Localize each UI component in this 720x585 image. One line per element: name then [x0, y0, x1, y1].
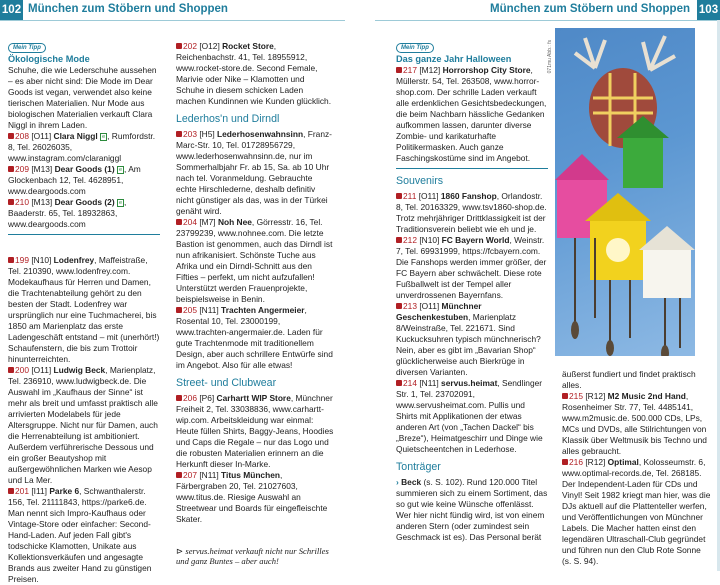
shop-icon — [8, 257, 14, 263]
shop-icon — [8, 133, 14, 139]
entry: 204 [M7] Noh Nee, Görresstr. 16, Tel. 23799239, www.nohnee.com. Die letzte Bastion ist genommen, auch das Dirndl ist nun afrikanisiert. Schönste Tuche aus Afrika und ein Dirndl-Schnitt aus den Fifties – perfekt, um nicht aufzufallen! Unterstützt werden Frauenprojekte, beispielsweise in Benin. — [176, 217, 333, 304]
entry: 201 [I11] Parke 6, Schwanthalerstr. 156, Tel. 21111843, https://parke6.de. Man nennt sich Impro-Kaufhaus oder Vintage-Store oder einfacher: Second-Hand-Laden. Auf jeden Fall gibt's todschicke Klamotten, Unikate aus Kollektionsverkäufen und angesagte Brands aus zweiter Hand zu günstigen Preisen. — [8, 486, 152, 584]
right-header-rule — [375, 20, 720, 21]
shop-icon — [8, 166, 14, 172]
tip-box-eco — [8, 41, 160, 235]
tip-title: Ökologische Mode — [8, 54, 90, 64]
shop-icon — [396, 303, 402, 309]
entry-continuation: äußerst fundiert und findet praktisch alles. — [562, 369, 696, 390]
arrow-icon: ⊳ — [176, 546, 184, 556]
shop-icon — [8, 367, 14, 373]
shop-icon — [176, 43, 182, 49]
shop-icon — [396, 193, 402, 199]
right-running-head: München zum Stöbern und Shoppen — [490, 3, 690, 15]
entry: 216 [R12] Optimal, Kolosseumstr. 6, www.optimal-records.de, Tel. 268185. Der Independent-Laden für CDs und Vinyl! Seit 1982 kriegt man hier, was die DJs aktuell auf die Plattenteller werfen, und Veröffentlichungen von Münchner Labels. Die Macher hatten einst den legendären Ultraschall-Club gegründet und führen nun den Club Rote Sonne (s. S. 94). — [562, 457, 711, 566]
section-title-lederhosn: Lederhos'n und Dirndl — [176, 113, 280, 125]
entry: 205 [N11] Trachten Angermeier, Rosental 10, Tel. 23000199, www.trachten-angermaier.de. Laden für gute Trachtenmode mit traditionellem Design, aber auch schrillere Entwürfe sind im Angebot. Also für alle etwas! — [176, 305, 333, 370]
entry: 214 [N11] servus.heimat, Sendlinger Str. 1, Tel. 23702091, www.servusheimat.com. Pullis und Shirts mit Applikationen der etwas anderen Art (von „Tachen Dackel“ bis „Breze“), Heimatgeschirr und Dinge wie Quietscheentchen in Lederhose. — [396, 378, 543, 454]
section-title-souvenirs: Souvenirs — [396, 175, 444, 187]
shop-icon — [176, 131, 182, 137]
entry: › Beck (s. S. 102). Rund 120.000 Titel summieren sich zu einem Sortiment, das so gut wie keine Wünsche offenlässt. Wer hier nicht fündig wird, ist von einem anderen Stern (oder zumindest sein Geschmack ist es). Das Personal berät — [396, 477, 548, 542]
tip-title: Das ganze Jahr Halloween — [396, 54, 512, 64]
shop-icon — [176, 219, 182, 225]
entry: 202 [O12] Rocket Store, Reichenbachstr. 41, Tel. 18955912, www.rocket-store.de. Second Female, Marivie oder Nike – Klamotten und Schuhe in diesem schicken Laden machen Kundinnen wie Kunden glücklich. — [176, 41, 332, 106]
tip-text: Schuhe, die wie Lederschuhe aussehen – es aber nicht sind: Die Mode im Dear Goods ist vegan, verwendet also keine tierischen Materialien. Nur Mode aus biologischen Materialien verkauft Clara Niggl in ihrem Laden. — [8, 65, 157, 130]
shop-icon — [8, 199, 14, 205]
shop-icon — [176, 307, 182, 313]
left-page-number: 102 — [0, 0, 23, 20]
shop-icon — [562, 393, 568, 399]
entry: 207 [N11] Titus München, Färbergraben 20, Tel. 21027603, www.titus.de. Riesige Auswahl an Streetwear und Boards für eingefleischte Skater. — [176, 470, 328, 524]
shop-icon — [176, 395, 182, 401]
photo-credit: 071mu Abb.: fs — [547, 40, 553, 74]
entry: 212 [N10] FC Bayern World, Weinstr. 7, Tel. 69931999, https://fcbayern.com. Die Fanshops werden immer größer, der FC Bayern aber schwächelt. Diese rote Fußballwelt ist der Tempel aller unverdrossenen Bayernfans. — [396, 235, 547, 300]
entry: 200 [O11] Ludwig Beck, Marienplatz, Tel. 236910, www.ludwigbeck.de. Die Auswahl im „Kaufhaus der Sinne“ ist mehr als breit und umfasst praktisch alle arrivierten Modelabels für jede Altersgruppe. Nicht nur für Damen, auch die Herrenabteilung ist ambitioniert. Außerdem verführerische Dessous und ein großer Beautyshop mit außergewöhnlichen Marken wie Aesop und La Mer. — [8, 365, 158, 485]
right-page-number: 103 — [697, 0, 720, 20]
eco-icon: e — [118, 167, 123, 173]
shop-icon — [396, 237, 402, 243]
entry: 215 [R12] M2 Music 2nd Hand, Rosenheimer Str. 77, Tel. 4485141, www.m2music.de. 500.000 CDs, LPs, MCs und DVDs, alle Stilrichtungen von Klassik über Weltmusik bis Techno und alles gebraucht. — [562, 391, 707, 456]
entry: 203 [H5] Lederhosenwahnsinn, Franz-Marc-Str. 10, Tel. 01728956729, www.lederhosenwahnsinn.de, nur im Sommerhalbjahr Fr. ab 15, Sa. ab 10 Uhr nach tel. Voranmeldung. Gebrauchte echte Hirschlederne, deshalb definitiv nicht günstiger als das, was in der Türkei genäht wird. — [176, 129, 332, 216]
left-running-head: München zum Stöbern und Shoppen — [28, 3, 228, 15]
tip-badge: Mein Tipp — [8, 43, 46, 53]
entry: 217 [M12] Horrorshop City Store, Müllerstr. 54, Tel. 263508, www.horror-shop.com. Der schrille Laden verkauft alle erdenklichen Gesichtsbedeckungen, die beim Nachbarn hässliche Gedanken aufkommen lassen, darunter diverse Zombie- und karikaturhafte Politikermasken. Auch ganze Faschingskostüme sind im Angebot. — [396, 65, 547, 163]
section-title-street: Street- und Clubwear — [176, 377, 277, 389]
eco-icon: e — [102, 134, 106, 140]
column-4 — [562, 369, 712, 567]
tip-badge: Mein Tipp — [396, 43, 434, 53]
entry: 211 [O11] 1860 Fanshop, Orlandostr. 8, Tel. 20163329, www.tsv1860-shop.de. Trotz mehrjähriger Drittklassigkeit ist der Traditionsverein beliebt wie eh und je. — [396, 191, 547, 234]
column-3 — [396, 41, 548, 543]
left-header-rule — [0, 20, 345, 21]
tip-box-halloween — [396, 41, 548, 169]
shop-icon — [8, 488, 14, 494]
photo-caption: ⊳ servus.heimat verkauft nicht nur Schrilles und ganz Buntes – aber auch! — [176, 546, 329, 566]
cuckoo-clock-illustration — [555, 28, 695, 356]
entry: 209 [M13] Dear Goods (1) e , Am Glockenbach 12, Tel. 4628951, www.deargoods.com — [8, 164, 141, 196]
shop-icon — [176, 472, 182, 478]
column-2 — [176, 41, 334, 525]
entry: 199 [N10] Lodenfrey, Maffeistraße, Tel. 210390, www.lodenfrey.com. Modekaufhaus für Herren und Damen, die Trachtenabteilung gehört zu den besten der Stadt. Lodenfrey war ursprünglich nur eine Tuchmacherei, bis 1850 am Marienplatz das erste Ladengeschäft entstand – mit (unerhört!) Schaufenstern, die bis zum Trottoir hinunterreichten. — [8, 255, 160, 364]
entry: 208 [O11] Clara Niggl e , Rumfordstr. 8, Tel. 26026035, www.instagram.com/claraniggl — [8, 131, 156, 163]
shop-icon — [396, 380, 402, 386]
column-1 — [8, 41, 160, 585]
entry: 213 [O11] Münchner Geschenkestuben, Marienplatz 8/Weinstraße, Tel. 221671. Sind Kuckucksuhren typisch münchnerisch? Nein, aber es gibt im „Bavarian Shop“ glücklicherweise auch Bierkrüge in diversen Varianten. — [396, 301, 541, 377]
shop-icon — [562, 459, 568, 465]
arrow-icon: › — [396, 477, 399, 487]
entry: 206 [P6] Carhartt WIP Store, Münchner Freiheit 2, Tel. 33038836, www.carhartt-wip.com. Arbeitskleidung war einmal: Heute füllen Shirts, Baggy-Jeans, Hoodies und Caps die Regale – nur das Logo und die robusten Materialien erinnern an die Herkunft dieser In-Marke. — [176, 393, 334, 469]
eco-icon: e — [118, 200, 123, 206]
section-title-tontraeger: Tonträger — [396, 461, 441, 473]
cuckoo-clock-photo — [555, 28, 695, 356]
shop-icon — [396, 67, 402, 73]
entry: 210 [M13] Dear Goods (2) e , Baaderstr. 65, Tel. 18932863, www.deargoods.com — [8, 197, 127, 229]
